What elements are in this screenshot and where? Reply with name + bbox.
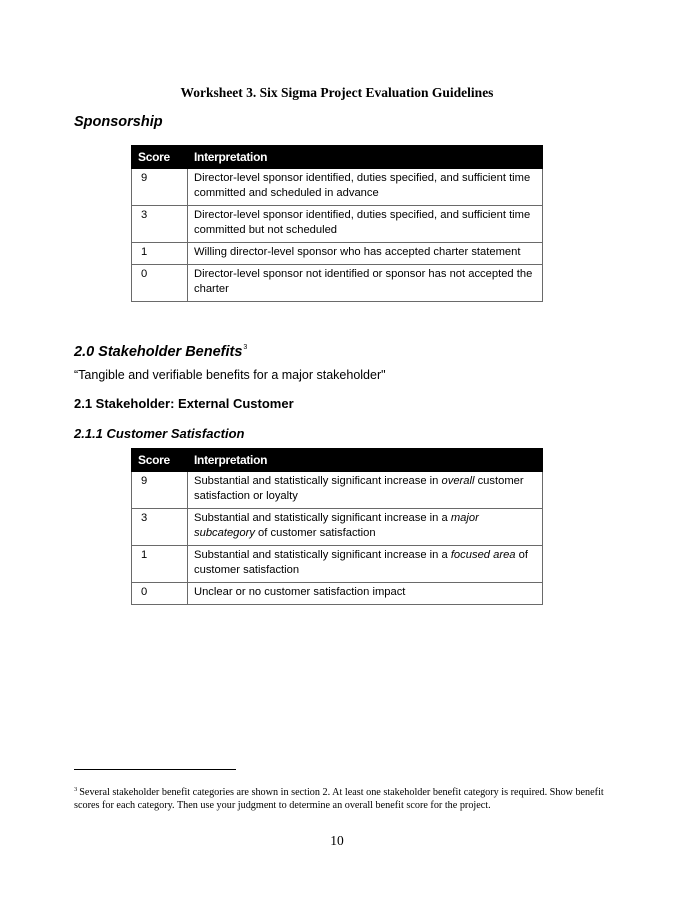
table-header-row: [132, 449, 543, 472]
score-cell: 0: [132, 583, 188, 605]
score-cell: 0: [132, 265, 188, 302]
score-cell: 1: [132, 243, 188, 265]
page-number: 10: [330, 833, 344, 848]
score-cell: 3: [132, 509, 188, 546]
table-row: [132, 206, 543, 243]
footnote-reference[interactable]: 3: [243, 344, 248, 351]
footnote-text: Several stakeholder benefit categories are shown in section 2. At least one stakeholder benefit category is required. Show benefit scores for each category. Then use your judgment to determine an overall benefit score for the project.: [74, 787, 604, 811]
interpretation-emphasis: overall: [441, 475, 475, 487]
interpretation-cell: Willing director-level sponsor who has accepted charter statement: [188, 243, 543, 265]
table-row: [132, 169, 543, 206]
interpretation-cell: [188, 472, 543, 509]
stakeholder-benefits-heading-text: 2.0 Stakeholder Benefits: [74, 344, 243, 360]
interpretation-text: of customer satisfaction: [254, 527, 376, 539]
table-row: [132, 265, 543, 302]
score-cell: 1: [132, 546, 188, 583]
worksheet-title: Worksheet 3. Six Sigma Project Evaluation Guidelines: [180, 85, 494, 100]
interpretation-emphasis: major subcategory: [194, 512, 479, 539]
interpretation-text: Substantial and statistically significant increase in: [194, 475, 442, 487]
benefits-definition-quote: “Tangible and verifiable benefits for a major stakeholder": [74, 368, 386, 382]
table-row: [132, 509, 543, 546]
interpretation-emphasis: focused area: [450, 549, 516, 561]
table-row: [132, 472, 543, 509]
interpretation-cell: Director-level sponsor identified, duties specified, and sufficient time committed and scheduled in advance: [188, 169, 543, 206]
footnote-divider: [74, 769, 236, 770]
footnote: [74, 783, 614, 812]
sponsorship-heading: Sponsorship: [74, 114, 163, 130]
score-column-header: Score: [132, 449, 188, 472]
customer-satisfaction-heading: 2.1.1 Customer Satisfaction: [74, 426, 245, 441]
interpretation-cell: Director-level sponsor identified, duties specified, and sufficient time committed but not scheduled: [188, 206, 543, 243]
footnote-number: 3: [74, 786, 78, 793]
interpretation-text: Unclear or no customer satisfaction impact: [194, 586, 406, 598]
score-cell: 9: [132, 472, 188, 509]
table-row: [132, 243, 543, 265]
interpretation-text: Substantial and statistically significant increase in a: [194, 549, 451, 561]
interpretation-text: of customer satisfaction: [194, 549, 528, 576]
score-cell: 3: [132, 206, 188, 243]
interpretation-cell: [188, 583, 543, 605]
interpretation-cell: Director-level sponsor not identified or sponsor has not accepted the charter: [188, 265, 543, 302]
interpretation-column-header: Interpretation: [188, 146, 543, 169]
score-column-header: Score: [132, 146, 188, 169]
interpretation-cell: [188, 509, 543, 546]
score-cell: 9: [132, 169, 188, 206]
interpretation-cell: [188, 546, 543, 583]
external-customer-heading: 2.1 Stakeholder: External Customer: [74, 396, 294, 411]
interpretation-text: customer satisfaction or loyalty: [194, 475, 524, 502]
stakeholder-benefits-heading: [74, 344, 247, 360]
interpretation-column-header: Interpretation: [188, 449, 543, 472]
table-header-row: [132, 146, 543, 169]
table-row: [132, 583, 543, 605]
customer-satisfaction-table: [131, 448, 543, 605]
interpretation-text: Substantial and statistically significant increase in a: [194, 512, 451, 524]
table-row: [132, 546, 543, 583]
sponsorship-table: [131, 145, 543, 302]
